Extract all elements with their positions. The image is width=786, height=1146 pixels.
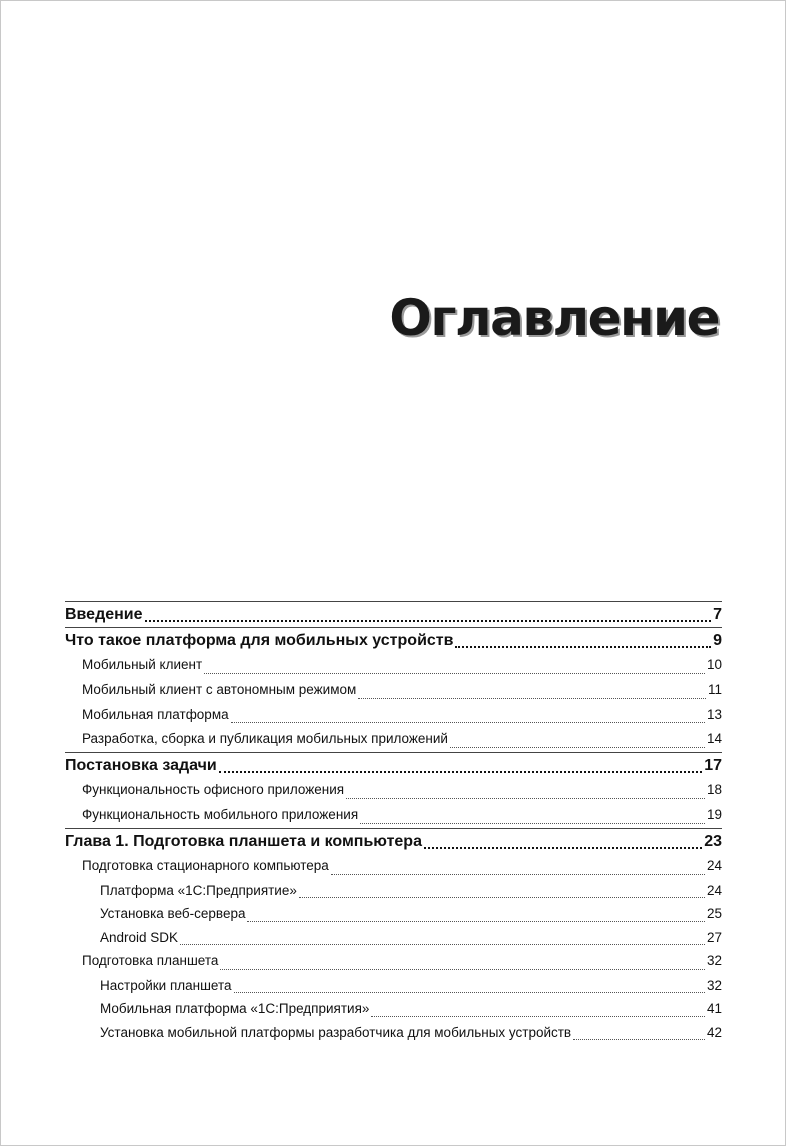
toc-dot-leader [450,747,705,748]
toc-subsection-entry[interactable] [65,974,722,998]
toc-subsection-entry[interactable] [65,678,722,703]
toc-dot-leader [360,823,705,824]
toc-page-number: 25 [706,906,722,922]
toc-dot-leader [145,620,712,622]
toc-subsection-entry[interactable] [65,854,722,879]
toc-chapter-entry[interactable] [65,602,722,627]
toc-page-number: 10 [706,657,722,672]
toc-page-number: 19 [706,806,722,822]
toc-dot-leader [234,992,705,993]
toc-page-number: 41 [706,1001,722,1017]
toc-dot-leader [299,897,705,898]
toc-page-number: 11 [707,681,722,697]
toc-subsection-entry[interactable] [65,653,722,678]
toc-subsection-entry[interactable] [65,949,722,974]
toc-entry-label: Установка мобильной платформы разработчика для мобильных устройств [100,1024,572,1040]
toc-subsection-entry[interactable] [65,803,722,828]
toc-dot-leader [220,969,705,970]
toc-dot-leader [371,1016,705,1017]
toc-dot-leader [455,646,711,648]
toc-entry-label: Функциональность офисного приложения [82,782,345,798]
toc-entry-label: Установка веб-сервера [100,906,246,922]
toc-entry-label: Разработка, сборка и публикация мобильных приложений [82,731,448,747]
toc-page-number: 7 [713,606,722,623]
toc-entry-label: Платформа «1С:Предприятие» [100,882,297,898]
toc-entry-label: Что такое платформа для мобильных устройств [65,632,454,649]
toc-entry-label: Мобильный клиент [82,657,203,672]
toc-chapter-entry[interactable] [65,829,722,854]
toc-entry-label: Настройки планшета [100,977,232,993]
toc-page-number: 32 [706,977,722,993]
toc-page-number: 18 [706,782,722,798]
toc-page-number: 27 [706,929,722,945]
toc-subsection-entry[interactable] [65,902,722,926]
toc-page-number: 17 [704,757,722,775]
toc-page-number: 9 [713,632,722,649]
toc-page-number: 23 [704,832,722,850]
toc-dot-leader [346,798,705,799]
toc-dot-leader [573,1039,705,1040]
toc-page-number: 32 [706,953,722,969]
toc-subsection-entry[interactable] [65,703,722,728]
toc-subsection-entry[interactable] [65,926,722,950]
toc-dot-leader [219,771,702,773]
toc-subsection-entry[interactable] [65,778,722,803]
toc-entry-label: Мобильный клиент с автономным режимом [82,681,357,697]
toc-entry-label: Мобильная платформа «1С:Предприятия» [100,1001,370,1017]
table-of-contents [65,601,722,1044]
toc-subsection-entry[interactable] [65,727,722,752]
toc-entry-label: Постановка задачи [65,757,217,775]
toc-entry-label: Функциональность мобильного приложения [82,806,359,822]
toc-entry-label: Введение [65,606,143,623]
toc-dot-leader [231,722,705,723]
toc-page-number: 42 [706,1024,722,1040]
toc-page-number: 24 [706,882,722,898]
toc-chapter-entry[interactable] [65,628,722,653]
toc-page-number: 13 [706,706,722,722]
toc-subsection-entry[interactable] [65,1021,722,1045]
toc-entry-label: Android SDK [100,929,179,945]
toc-dot-leader [358,698,706,699]
toc-dot-leader [331,874,705,875]
toc-chapter-entry[interactable] [65,753,722,778]
toc-entry-label: Глава 1. Подготовка планшета и компьютера [65,832,422,850]
toc-page-number: 14 [706,731,722,747]
toc-entry-label: Подготовка стационарного компьютера [82,857,329,873]
toc-dot-leader [180,944,705,945]
toc-entry-label: Подготовка планшета [82,953,219,969]
toc-subsection-entry[interactable] [65,879,722,903]
toc-entry-label: Мобильная платформа [82,706,229,722]
toc-dot-leader [247,921,704,922]
page-title: Оглавление [389,289,719,347]
toc-dot-leader [204,673,705,674]
toc-dot-leader [424,847,702,849]
toc-page-number: 24 [706,857,722,873]
toc-subsection-entry[interactable] [65,997,722,1021]
